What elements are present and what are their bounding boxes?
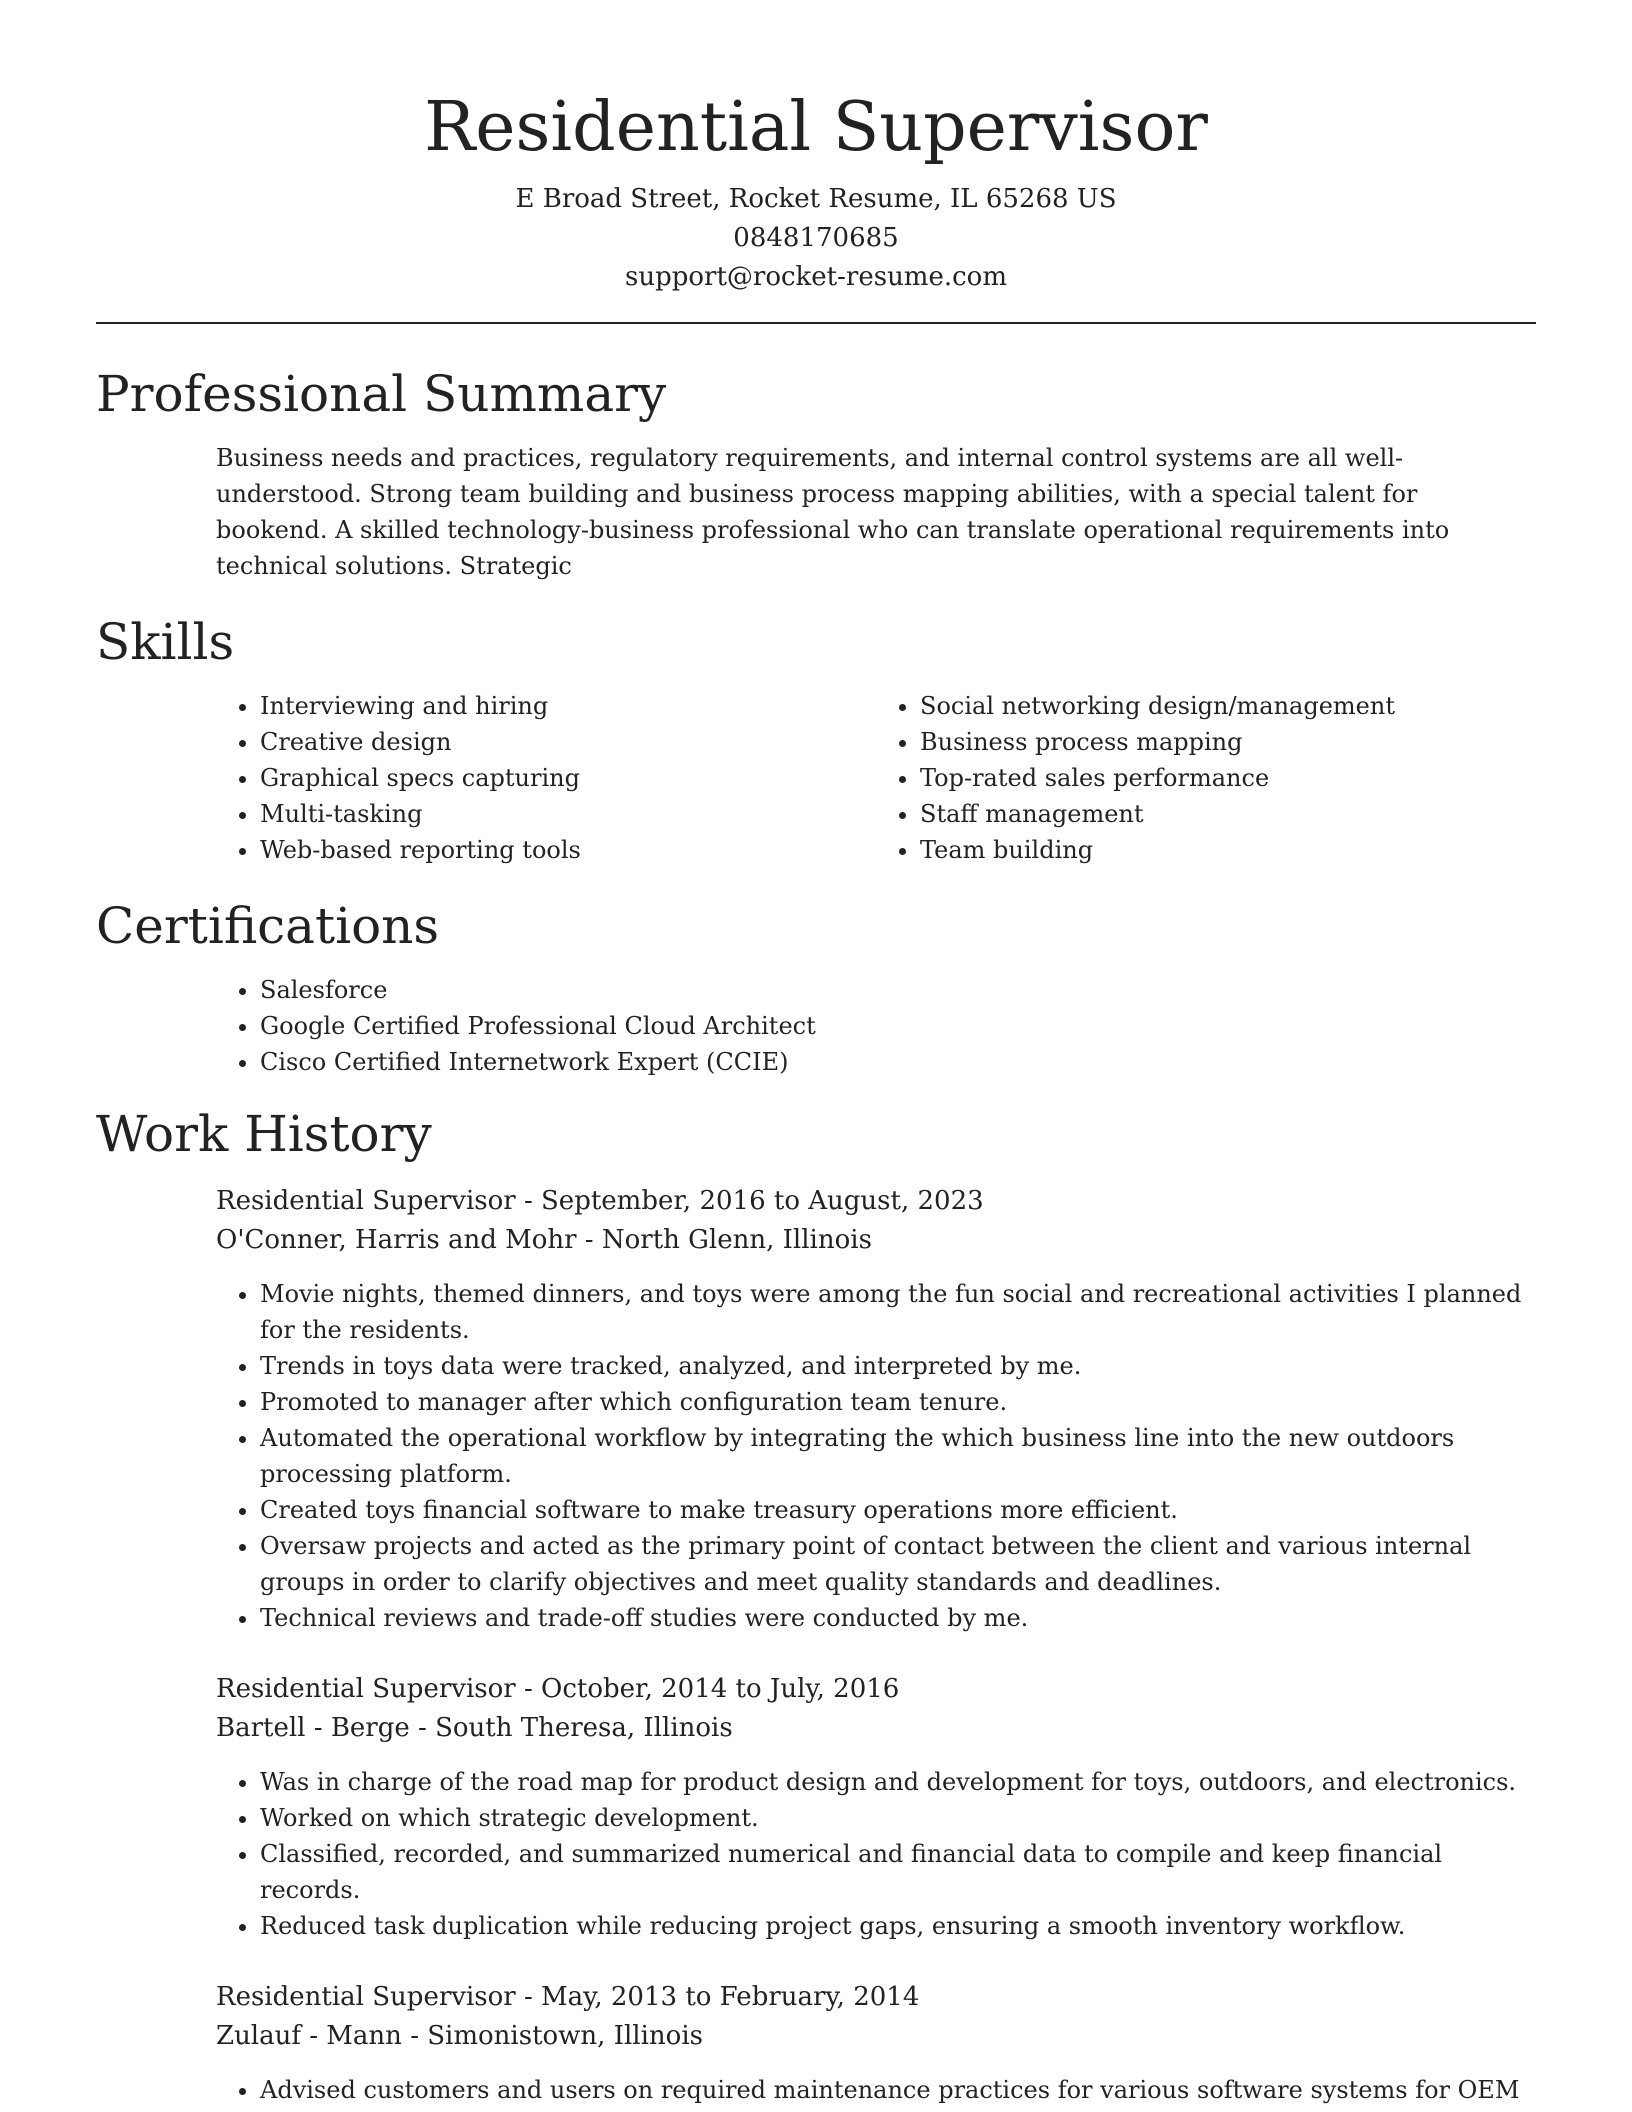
- job-bullet: • Advised customers and users on required maintenance practices for various software systems for OEM: [260, 2072, 1536, 2108]
- resume-title: Residential Supervisor: [424, 88, 1208, 167]
- contact-email: support@rocket-resume.com: [624, 262, 1007, 292]
- certification-item: • Salesforce: [260, 972, 1536, 1008]
- job-bullet: • Created toys financial software to make treasury operations more efficient.: [260, 1492, 1536, 1528]
- skills-columns: [216, 688, 1536, 868]
- job-bullets: [216, 1764, 1536, 1944]
- job-bullet: • Promoted to manager after which configuration team tenure.: [260, 1384, 1536, 1420]
- skills-heading: Skills: [96, 613, 235, 671]
- job-company-line: Bartell - Berge - South Theresa, Illinois: [216, 1713, 733, 1743]
- skill-item: • Interviewing and hiring: [260, 688, 876, 724]
- job-bullet: • Trends in toys data were tracked, analyzed, and interpreted by me.: [260, 1348, 1536, 1384]
- job-company-line: Zulauf - Mann - Simonistown, Illinois: [216, 2021, 703, 2051]
- skill-item: • Creative design: [260, 724, 876, 760]
- job-bullet: • Oversaw projects and acted as the primary point of contact between the client and various internal groups in order to clarify objectives and meet quality standards and deadlines.: [260, 1528, 1536, 1600]
- certifications-list: [216, 972, 1536, 1080]
- skill-item: • Multi-tasking: [260, 796, 876, 832]
- skills-left-list: [216, 688, 876, 868]
- job-title-line: Residential Supervisor - September, 2016 to August, 2023: [216, 1186, 984, 1216]
- skill-item: • Social networking design/management: [920, 688, 1536, 724]
- job-title-line: Residential Supervisor - October, 2014 to July, 2016: [216, 1674, 900, 1704]
- skill-item: • Graphical specs capturing: [260, 760, 876, 796]
- certification-item: • Google Certified Professional Cloud Architect: [260, 1008, 1536, 1044]
- skills-right-list: [876, 688, 1536, 868]
- summary-section: [96, 362, 1536, 584]
- header-divider: [96, 322, 1536, 324]
- job-bullet: • Reduced task duplication while reducing project gaps, ensuring a smooth inventory workflow.: [260, 1908, 1536, 1944]
- skill-item: • Web-based reporting tools: [260, 832, 876, 868]
- job-company-line: O'Conner, Harris and Mohr - North Glenn, Illinois: [216, 1225, 872, 1255]
- skills-section: [96, 610, 1536, 868]
- contact-address: E Broad Street, Rocket Resume, IL 65268 US: [515, 184, 1117, 214]
- resume-page: [96, 0, 1536, 2108]
- work-history-heading: Work History: [96, 1105, 432, 1163]
- job-bullet: • Technical reviews and trade-off studies were conducted by me.: [260, 1600, 1536, 1636]
- skill-item: • Staff management: [920, 796, 1536, 832]
- job-entry: [216, 1182, 1536, 1636]
- summary-text: Business needs and practices, regulatory requirements, and internal control systems are all well-understood. Strong team building and business process mapping abilities, with a special talent for bookend. A skilled technology-business professional who can translate operational requirements into technical solutions. Strategic: [216, 444, 1450, 580]
- job-bullet: • Automated the operational workflow by integrating the which business line into the new outdoors processing platform.: [260, 1420, 1536, 1492]
- job-bullets: [216, 2072, 1536, 2108]
- contact-block: [96, 180, 1536, 297]
- job-entry: [216, 1670, 1536, 1944]
- contact-phone: 0848170685: [733, 223, 899, 253]
- summary-heading: Professional Summary: [96, 365, 667, 423]
- job-entry: [216, 1978, 1536, 2108]
- job-title-line: Residential Supervisor - May, 2013 to February, 2014: [216, 1982, 920, 2012]
- skill-item: • Team building: [920, 832, 1536, 868]
- work-history-section: [96, 1102, 1536, 2108]
- skill-item: • Business process mapping: [920, 724, 1536, 760]
- job-bullet: • Classified, recorded, and summarized numerical and financial data to compile and keep financial records.: [260, 1836, 1536, 1908]
- job-bullet: • Was in charge of the road map for product design and development for toys, outdoors, and electronics.: [260, 1764, 1536, 1800]
- job-bullet: • Movie nights, themed dinners, and toys were among the fun social and recreational activities I planned for the residents.: [260, 1276, 1536, 1348]
- certifications-section: [96, 894, 1536, 1080]
- certifications-heading: Certifications: [96, 897, 440, 955]
- skill-item: • Top-rated sales performance: [920, 760, 1536, 796]
- job-bullets: [216, 1276, 1536, 1636]
- job-bullet: • Worked on which strategic development.: [260, 1800, 1536, 1836]
- certification-item: • Cisco Certified Internetwork Expert (CCIE): [260, 1044, 1536, 1080]
